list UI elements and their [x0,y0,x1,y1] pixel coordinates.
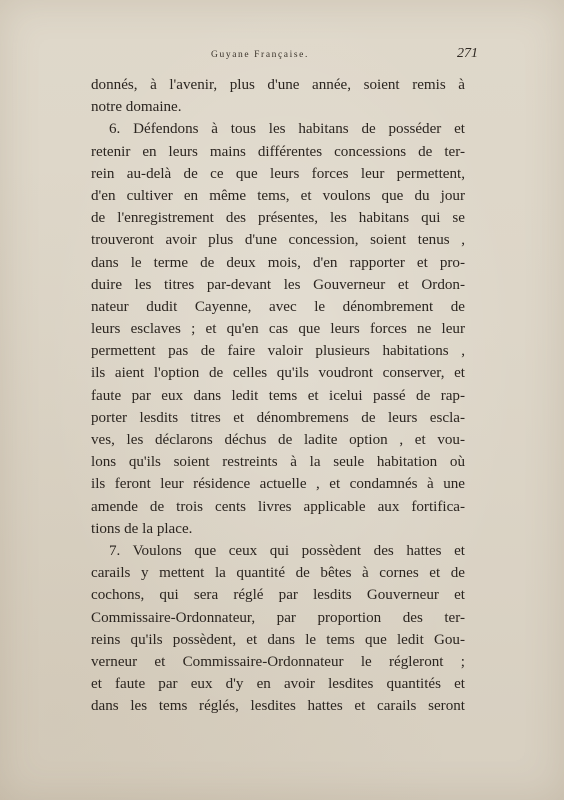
article-6-start: 6. Défendons à tous les habitans de posséder et [109,121,465,138]
text-line: notre domaine. [91,99,182,116]
text-line: et faute par eux d'y en avoir lesdites quantités et [91,676,465,693]
text-line: reins qu'ils possèdent, et dans le tems que ledit Gou- [91,631,465,648]
text-line: duire les titres par-devant les Gouverneur et Ordon- [91,276,465,293]
text-line: donnés, à l'avenir, plus d'une année, soient remis à [91,77,465,93]
running-head: Guyane Française. [211,50,309,60]
text-line: cochons, qui sera réglé par lesdits Gouverneur et [91,587,465,604]
text-line: faute par eux dans ledit tems et icelui passé de rap- [91,387,465,404]
text-line: retenir en leurs mains différentes concessions de ter- [91,143,465,160]
text-line: nateur dudit Cayenne, avec le dénombrement de [91,298,465,315]
text-line: ves, les déclarons déchus de ladite option , et vou- [91,432,465,448]
text-line: trouveront avoir plus d'une concession, soient tenus , [91,232,465,249]
text-line: tions de la place. [91,520,193,537]
text-line: carails y mettent la quantité de bêtes à cornes et de [91,565,465,582]
text-line: leurs esclaves ; et qu'en cas que leurs forces ne leur [91,321,465,338]
text-line: Commissaire-Ordonnateur, par proportion des ter- [91,609,465,626]
article-7-start: 7. Voulons que ceux qui possèdent des hattes et [109,542,465,559]
text-line: amende de trois cents livres applicable aux fortifica- [91,498,465,515]
text-line: ils aient l'option de celles qu'ils voudront conserver, et [91,365,465,382]
text-line: verneur et Commissaire-Ordonnateur le régleront ; [91,653,465,670]
body-text [91,74,465,717]
page-number: 271 [457,46,478,61]
text-line: de l'enregistrement des présentes, les habitans qui se [91,210,465,227]
text-line: porter lesdits titres et dénombremens de leurs escla- [91,409,465,426]
text-line: ils feront leur résidence actuelle , et condamnés à une [91,476,465,493]
text-line: rein au-delà de ce que leurs forces leur permettent, [91,165,465,182]
text-line: d'en cultiver en même tems, et voulons que du jour [91,187,465,204]
text-line: permettent pas de faire valoir plusieurs habitations , [91,343,465,360]
text-line: lons qu'ils soient restreints à la seule habitation où [91,454,465,471]
text-line: dans les tems réglés, lesdites hattes et carails seront [91,698,465,715]
text-line: dans le terme de deux mois, d'en rapporter et pro- [91,254,465,271]
